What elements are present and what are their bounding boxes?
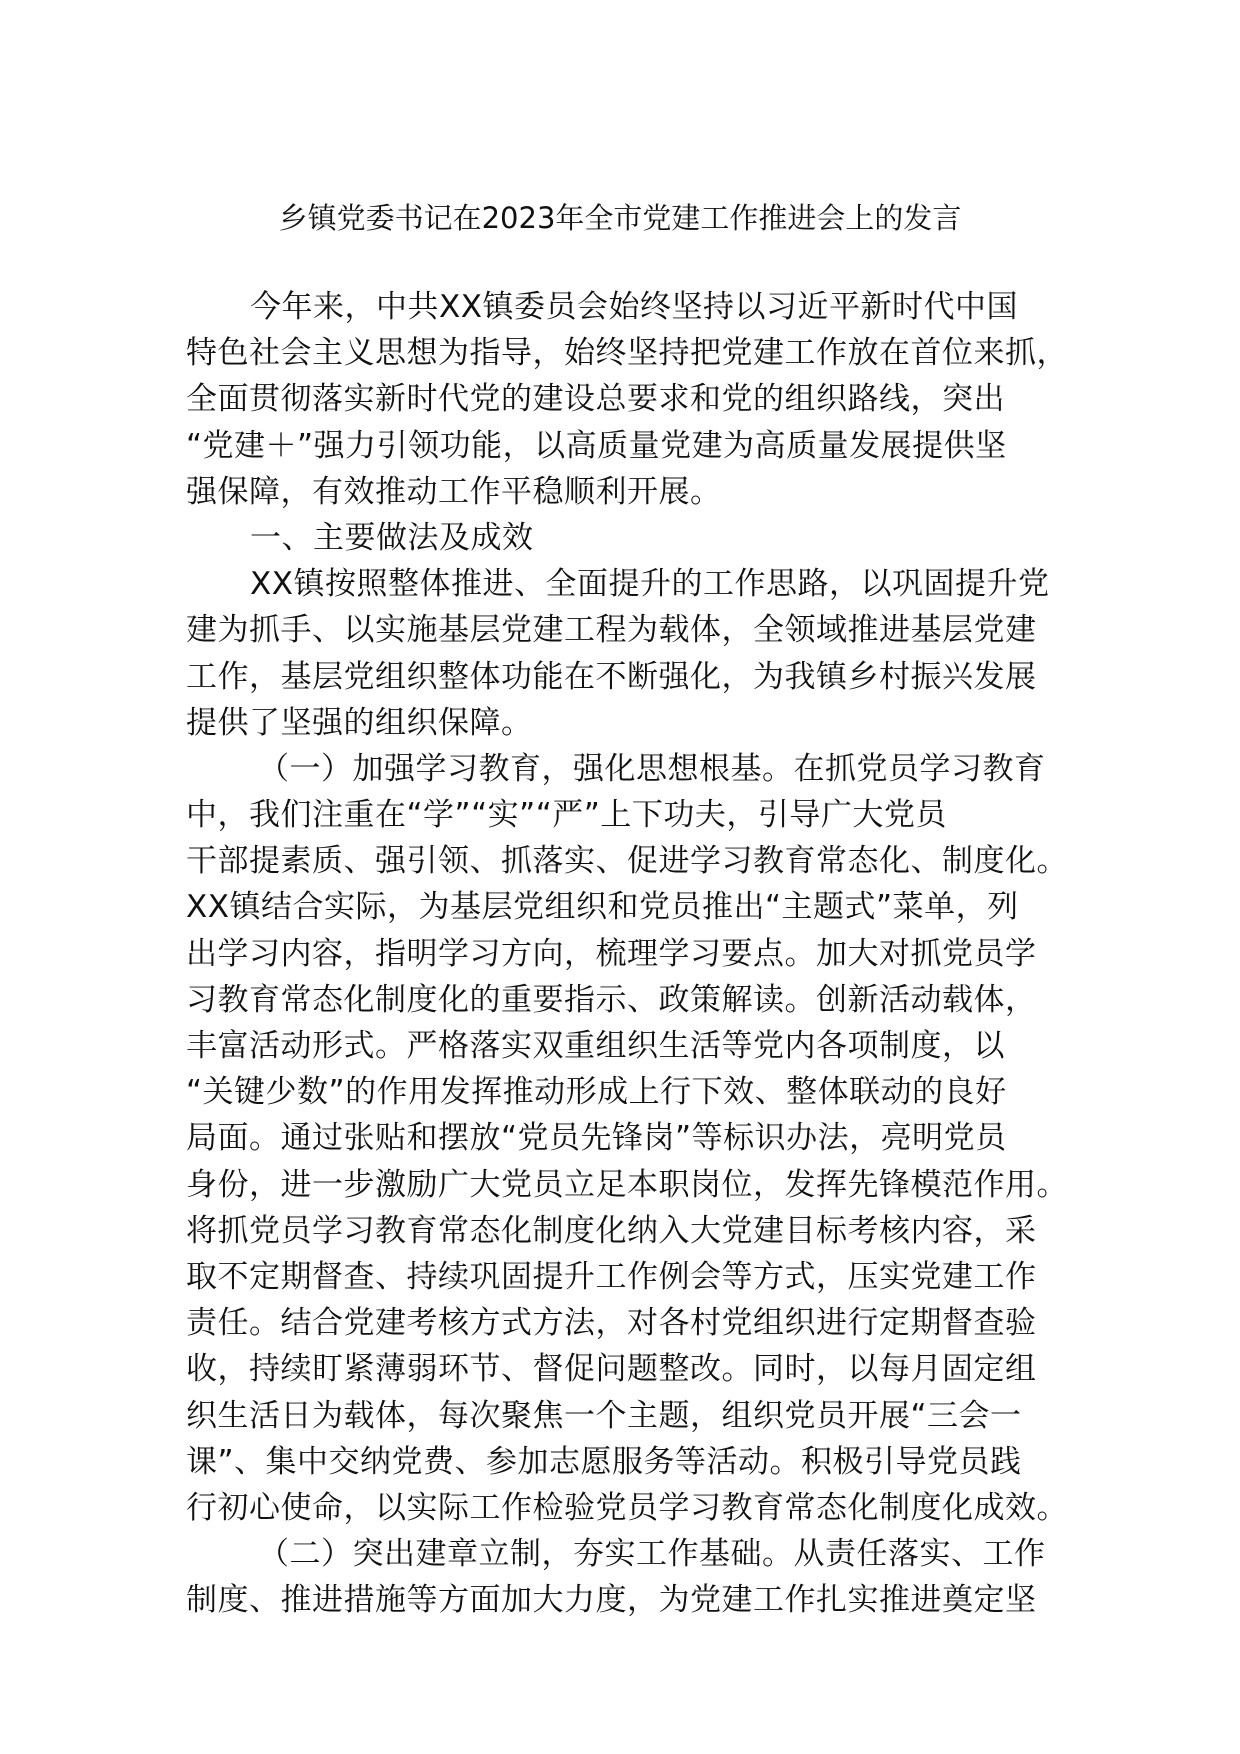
- paragraph-line: 特色社会主义思想为指导，始终坚持把党建工作放在首位来抓，: [186, 335, 1068, 372]
- document-title: 乡镇党委书记在2023年全市党建工作推进会上的发言: [278, 201, 962, 235]
- paragraph-line: 工作，基层党组织整体功能在不断强化，为我镇乡村振兴发展: [186, 658, 1037, 695]
- subsection-line: （一）加强学习教育，强化思想根基。在抓党员学习教育: [258, 750, 1046, 787]
- paragraph-line: 行初心使命，以实际工作检验党员学习教育常态化制度化成效。: [186, 1489, 1068, 1526]
- paragraph-line: 建为抓手、以实施基层党建工程为载体，全领域推进基层党建: [186, 612, 1037, 649]
- paragraph-line: 收，持续盯紧薄弱环节、督促问题整改。同时，以每月固定组: [186, 1351, 1037, 1388]
- paragraph-line: 制度、推进措施等方面加大力度，为党建工作扎实推进奠定坚: [186, 1582, 1037, 1619]
- paragraph-line: 局面。通过张贴和摆放“党员先锋岗”等标识办法，亮明党员: [186, 1120, 1007, 1157]
- paragraph-line: 习教育常态化制度化的重要指示、政策解读。创新活动载体，: [186, 981, 1037, 1018]
- paragraph-line: XX镇按照整体推进、全面提升的工作思路，以巩固提升党: [250, 566, 1050, 603]
- paragraph-line: 中，我们注重在“学”“实”“严”上下功夫，引导广大党员: [186, 797, 947, 834]
- subsection-line: （二）突出建章立制，夯实工作基础。从责任落实、工作: [258, 1536, 1046, 1573]
- paragraph-line: “关键少数”的作用发挥推动形成上行下效、整体联动的良好: [186, 1074, 1007, 1111]
- paragraph-line: 身份，进一步激励广大党员立足本职岗位，发挥先锋模范作用。: [186, 1166, 1068, 1203]
- paragraph-line: 取不定期督查、持续巩固提升工作例会等方式，压实党建工作: [186, 1258, 1037, 1295]
- paragraph-line: 丰富活动形式。严格落实双重组织生活等党内各项制度，以: [186, 1028, 1005, 1064]
- paragraph-line: 提供了坚强的组织保障。: [186, 704, 533, 741]
- paragraph-line: “党建＋”强力引领功能，以高质量党建为高质量发展提供坚: [186, 427, 1007, 464]
- paragraph-line: 强保障，有效推动工作平稳顺利开展。: [186, 473, 722, 510]
- paragraph-line: 将抓党员学习教育常态化制度化纳入大党建目标考核内容，采: [186, 1212, 1037, 1249]
- paragraph-line: 出学习内容，指明学习方向，梳理学习要点。加大对抓党员学: [186, 935, 1037, 972]
- document-body: [186, 284, 1068, 1623]
- paragraph-line: 今年来，中共XX镇委员会始终坚持以习近平新时代中国: [250, 289, 1018, 325]
- paragraph-line: 责任。结合党建考核方式方法，对各村党组织进行定期督查验: [186, 1305, 1037, 1342]
- paragraph-line: 织生活日为载体，每次聚焦一个主题，组织党员开展“三会一: [186, 1397, 1022, 1434]
- paragraph-line: 课”、集中交纳党费、参加志愿服务等活动。积极引导党员践: [186, 1443, 1022, 1480]
- section-heading: 一、主要做法及成效: [250, 519, 534, 556]
- paragraph-line: 全面贯彻落实新时代党的建设总要求和党的组织路线，突出: [186, 381, 1005, 418]
- paragraph-line: XX镇结合实际，为基层党组织和党员推出“主题式”菜单，列: [186, 889, 1019, 926]
- paragraph-line: 干部提素质、强引领、抓落实、促进学习教育常态化、制度化。: [186, 843, 1068, 880]
